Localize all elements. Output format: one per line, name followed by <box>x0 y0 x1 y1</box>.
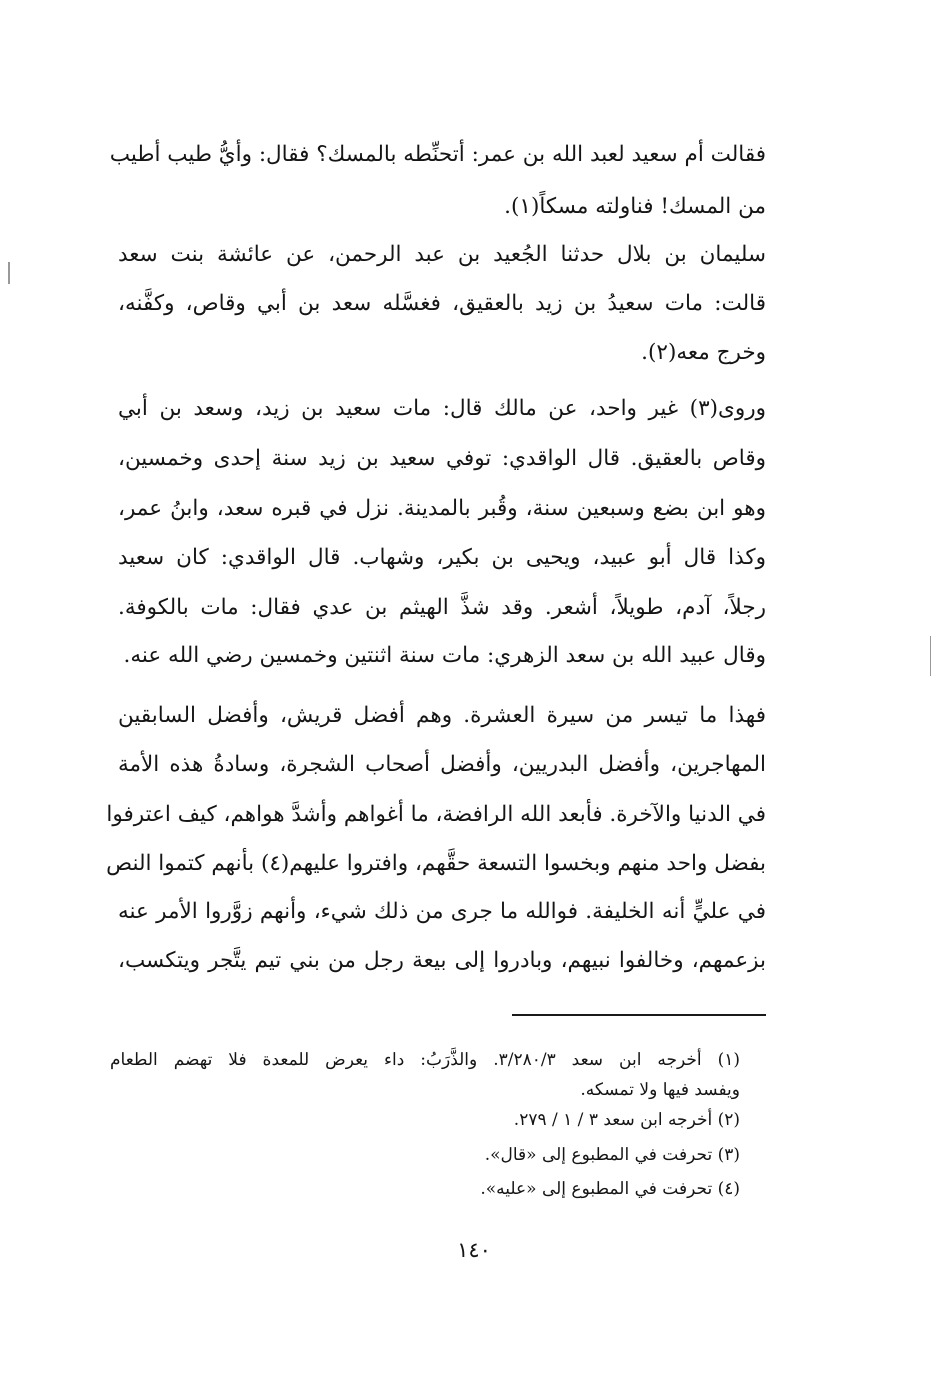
footnote-separator <box>512 1014 766 1016</box>
page-number: ١٤٠ <box>457 1238 491 1262</box>
footnote-3: (٣) تحرفت في المطبوع إلى «قال». <box>484 1145 740 1165</box>
body-line-10: رجلاً، آدم، طويلاً، أشعر. وقد شذَّ الهيثم بن عدي فقال: مات بالكوفة. <box>118 595 766 620</box>
body-line-13: المهاجرين، وأفضل البدريين، وأفضل أصحاب الشجرة، وسادةُ هذه الأمة <box>118 752 766 777</box>
body-line-15: بفضل واحد منهم وبخسوا التسعة حقَّهم، وافتروا عليهم(٤) بأنهم كتموا النص <box>106 851 766 876</box>
body-line-12: فهذا ما تيسر من سيرة العشرة. وهم أفضل قريش، وأفضل السابقين <box>118 703 766 728</box>
body-line-7: وقاص بالعقيق. قال الواقدي: توفي سعيد بن زيد سنة إحدى وخمسين، <box>118 446 766 471</box>
scan-mark <box>930 636 931 676</box>
body-line-6: وروى(٣) غير واحد، عن مالك قال: مات سعيد بن زيد، وسعد بن أبي <box>118 396 766 421</box>
body-line-1: فقالت أم سعيد لعبد الله بن عمر: أتحنِّطه بالمسك؟ فقال: وأيُّ طيب أطيب <box>109 142 766 167</box>
footnote-1: (١) أخرجه ابن سعد ٣/٢٨٠/٣. والذَّرَبُ: داء يعرض للمعدة فلا تهضم الطعام <box>110 1050 740 1070</box>
body-line-5: وخرج معه(٢). <box>641 340 766 365</box>
scan-mark <box>8 262 10 284</box>
footnote-2: (٢) أخرجه ابن سعد ٣ / ١ / ٢٧٩. <box>513 1110 740 1130</box>
body-line-8: وهو ابن بضع وسبعين سنة، وقُبر بالمدينة. نزل في قبره سعد، وابنُ عمر، <box>118 496 766 521</box>
body-line-9: وكذا قال أبو عبيد، ويحيى بن بكير، وشهاب. قال الواقدي: كان سعيد <box>118 545 766 570</box>
body-line-11: وقال عبيد الله بن سعد الزهري: مات سنة اثنتين وخمسين رضي الله عنه. <box>123 643 766 668</box>
footnote-1-continued: ويفسد فيها ولا تمسكه. <box>580 1080 740 1100</box>
body-line-4: قالت: مات سعيدُ بن زيد بالعقيق، فغسَّله سعد بن أبي وقاص، وكفَّنه، <box>118 291 766 316</box>
body-line-3: سليمان بن بلال حدثنا الجُعيد بن عبد الرحمن، عن عائشة بنت سعد <box>118 242 766 267</box>
body-line-2: من المسك! فناولته مسكاً(١). <box>504 194 766 219</box>
body-line-17: بزعمهم، وخالفوا نبيهم، وبادروا إلى بيعة رجل من بني تيم يتَّجر ويتكسب، <box>118 948 766 973</box>
body-line-16: في عليٍّ أنه الخليفة. فوالله ما جرى من ذلك شيء، وأنهم زوَّروا الأمر عنه <box>118 899 766 924</box>
body-line-14: في الدنيا والآخرة. فأبعد الله الرافضة، ما أغواهم وأشدَّ هواهم، كيف اعترفوا <box>106 802 766 827</box>
footnote-4: (٤) تحرفت في المطبوع إلى «عليه». <box>480 1179 740 1199</box>
